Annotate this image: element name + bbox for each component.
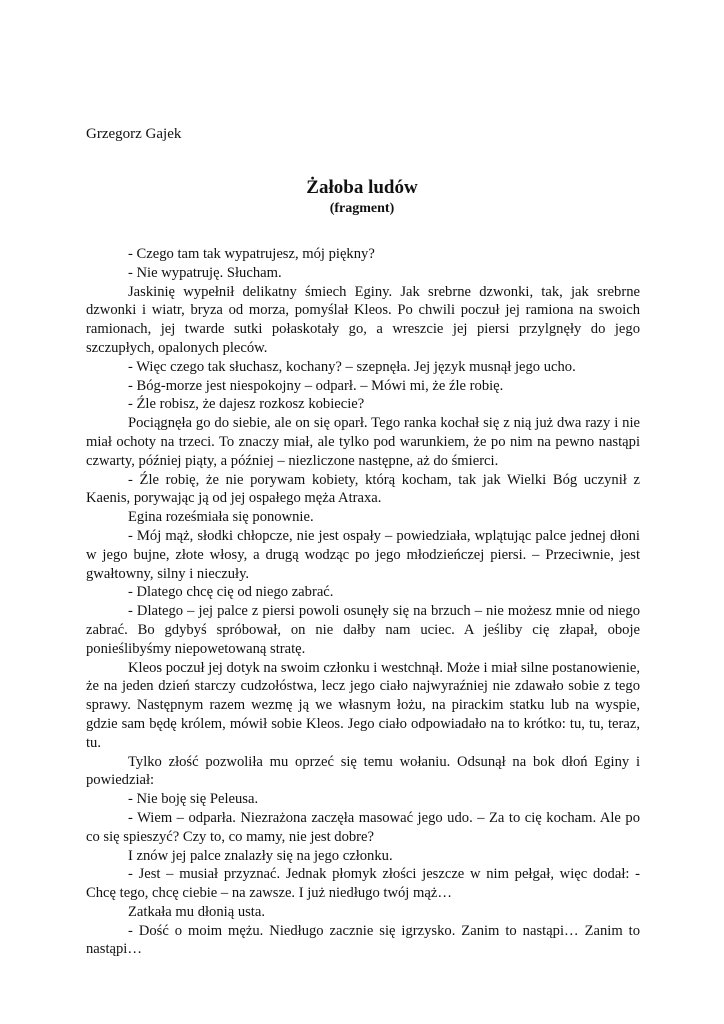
paragraph: - Czego tam tak wypatrujesz, mój piękny? [128, 246, 375, 262]
paragraph: - Źle robisz, że dajesz rozkosz kobiecie? [128, 396, 365, 413]
paragraph: - Dlatego – jej palce z piersi powoli osunęły się na brzuch – nie możesz mnie od niego zabrać. Bo gdybyś spróbował, on nie dałby nam uciec. A jeśliby cię złapał, oboje ponieślibyśmy niepowetowaną stratę. [86, 603, 640, 657]
paragraph: Jaskinię wypełnił delikatny śmiech Eginy. Jak srebrne dzwonki, tak, jak srebrne dzwonki i wiatr, bryza od morza, pomyślał Kleos. Po chwili poczuł jej ramiona na swoich ramionach, jej twarde sutki połaskotały go, a wreszcie jej piersi przylgnęły do jego szczupłych, opalonych pleców. [86, 283, 640, 356]
document-title: Żałoba ludów [306, 177, 418, 198]
paragraph: - Źle robię, że nie porywam kobiety, którą kocham, tak jak Wielki Bóg uczynił z Kaenis, porywając ją od jej ospałego męża Atraxa. [86, 471, 640, 507]
paragraph: Zatkała mu dłonią usta. [128, 903, 265, 920]
paragraph: - Bóg-morze jest niespokojny – odparł. – Mówi mi, że źle robię. [128, 377, 504, 394]
paragraph: - Mój mąż, słodki chłopcze, nie jest ospały – powiedziała, wplątując palce jednej dłoni w jego bujne, złote włosy, a drugą wodząc po jego młodzieńczej piersi. – Przeciwnie, jest gwałtowny, silny i nieczuły. [86, 527, 640, 582]
paragraph: - Dość o moim mężu. Niedługo zacznie się igrzysko. Zanim to nastąpi… Zanim to nastąpi… [86, 922, 640, 958]
body-text [86, 245, 640, 959]
paragraph: I znów jej palce znalazły się na jego członku. [128, 847, 393, 864]
paragraph: - Jest – musiał przyznać. Jednak płomyk złości jeszcze w nim pełgał, więc dodał: - Chcę tego, chcę ciebie – na zawsze. I już niedługo twój mąż… [86, 866, 640, 902]
paragraph: - Nie wypatruję. Słucham. [128, 264, 282, 281]
paragraph: Egina roześmiała się ponownie. [128, 509, 314, 526]
paragraph: Pociągnęła go do siebie, ale on się oparł. Tego ranka kochał się z nią już dwa razy i nie miał ochoty na trzeci. To znaczy miał, ale tylko pod warunkiem, że po nim na pewno nastąpi czwarty, później piąty, a później – niezliczone następne, aż do śmierci. [86, 415, 640, 469]
paragraph: Kleos poczuł jej dotyk na swoim członku i westchnął. Może i miał silne postanowienie, że na jeden dzień starczy cudzołóstwa, lecz jego ciało najwyraźniej nie zdawało sobie z tego sprawy. Następnym razem wezmę ją we własnym łożu, na pirackim statku lub na wyspie, gdzie sam będę królem, mówił sobie Kleos. Jego ciało odpowiadało na to krótko: tu, tu, teraz, tu. [86, 659, 640, 751]
paragraph: - Nie boję się Peleusa. [128, 791, 259, 808]
paragraph: - Wiem – odparła. Niezrażona zaczęła masować jego udo. – Za to cię kocham. Ale po co się spieszyć? Czy to, co mamy, nie jest dobre? [86, 809, 640, 845]
paragraph: Tylko złość pozwoliła mu oprzeć się temu wołaniu. Odsunął na bok dłoń Eginy i powiedział: [86, 753, 640, 789]
paragraph: - Dlatego chcę cię od niego zabrać. [128, 584, 334, 601]
paragraph: - Więc czego tak słuchasz, kochany? – szepnęła. Jej język musnął jego ucho. [128, 358, 576, 375]
author-name: Grzegorz Gajek [86, 126, 182, 142]
document-subtitle: (fragment) [329, 201, 395, 216]
